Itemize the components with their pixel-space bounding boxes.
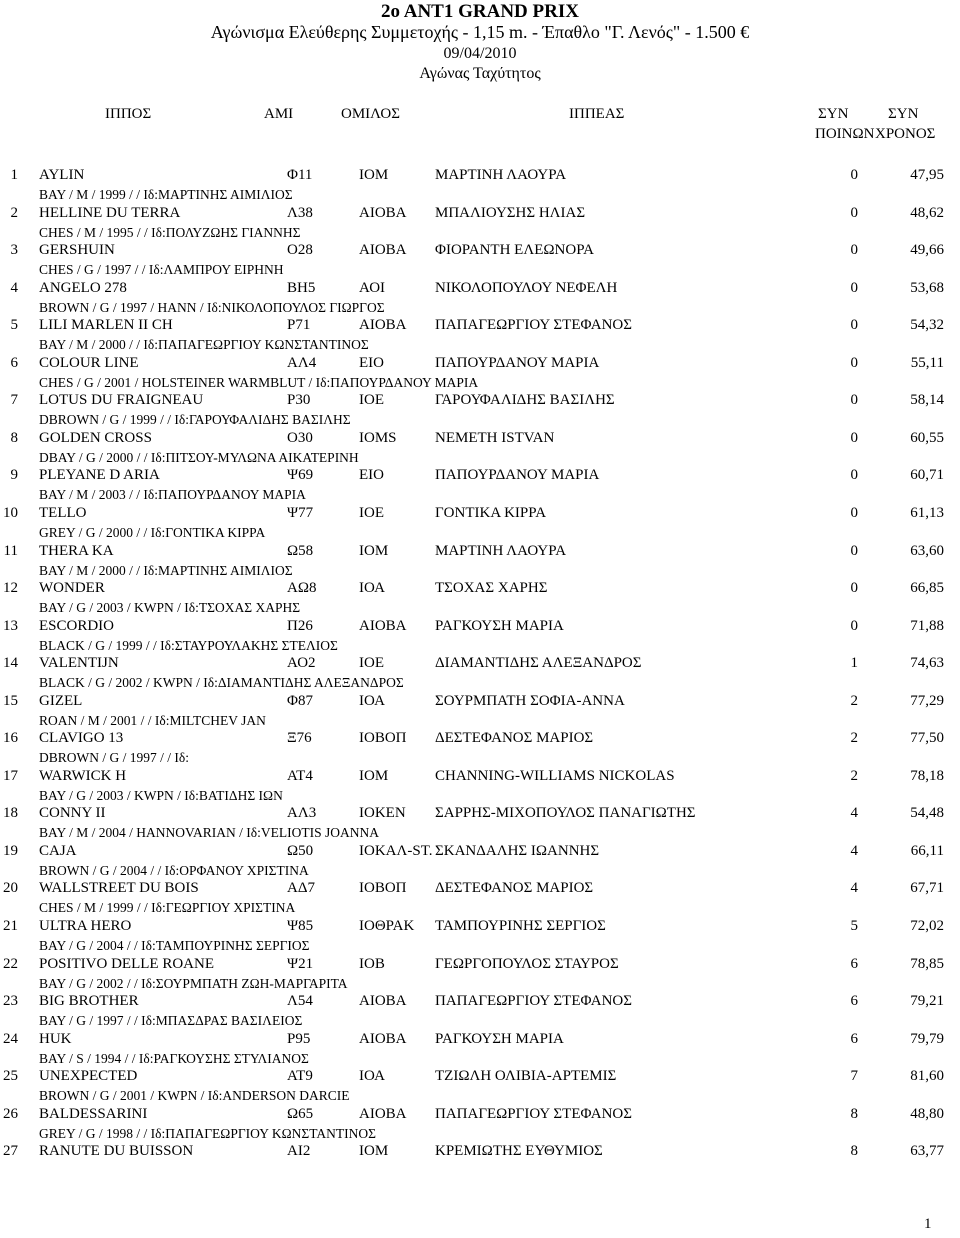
horse-ami: Ω58 [287,543,314,559]
result-rank: 26 [3,1106,18,1122]
result-rank: 2 [10,205,18,221]
event-type: Αγώνας Ταχύτητος [419,65,541,82]
horse-name: CAJA [39,843,77,859]
total-penalties: 7 [850,1068,858,1084]
total-time: 66,11 [910,843,944,859]
horse-name: HELLINE DU TERRA [39,205,181,221]
club-name: ΙΟΒΟΠ [359,730,407,746]
result-rank: 27 [3,1143,18,1159]
total-time: 79,21 [910,993,944,1009]
rider-name: ΠΑΠΑΓΕΩΡΓΙΟΥ ΣΤΕΦΑΝΟΣ [435,1106,632,1122]
horse-ami: Ο28 [287,242,313,258]
total-time: 79,79 [910,1031,944,1047]
horse-details: BAY / S / 1994 / / Ιδ:ΡΑΓΚΟΥΣΗΣ ΣΤΥΛΙΑΝΟΣ [39,1051,309,1066]
horse-ami: Λ38 [287,205,313,221]
horse-name: WONDER [39,580,105,596]
total-penalties: 6 [850,1031,858,1047]
horse-details: DBAY / G / 2000 / / Ιδ:ΠΙΤΣΟΥ-ΜΥΛΩΝΑ ΑΙΚΑΤΕΡΙΝΗ [39,450,359,465]
horse-ami: ΑΙ2 [287,1143,311,1159]
horse-ami: ΑΟ2 [287,655,316,671]
horse-name: VALENTIJN [39,655,119,671]
result-rank: 19 [3,843,18,859]
rider-name: ΝΕΜΕΤΗ ISTVAN [435,430,555,446]
club-name: ΙΟΘΡΑΚ [359,918,415,934]
horse-name: GERSHUIN [39,242,115,258]
club-name: ΙΟΕ [359,392,384,408]
horse-details: BROWN / G / 1997 / HANN / Ιδ:ΝΙΚΟΛΟΠΟΥΛΟΣ ΓΙΩΡΓΟΣ [39,300,385,315]
horse-details: BAY / M / 2000 / / Ιδ:ΠΑΠΑΓΕΩΡΓΙΟΥ ΚΩΝΣΤΑΝΤΙΝΟΣ [39,337,369,352]
total-penalties: 4 [850,880,858,896]
column-header-penalties-line1: ΣΥΝ [818,106,849,122]
rider-name: ΤΖΙΩΛΗ ΟΛΙΒΙΑ-ΑΡΤΕΜΙΣ [435,1068,617,1084]
result-rank: 12 [3,580,18,596]
total-penalties: 4 [850,805,858,821]
rider-name: ΦΙΟΡΑΝΤΗ ΕΛΕΩΝΟΡΑ [435,242,595,258]
club-name: ΙΟΑ [359,580,385,596]
total-penalties: 0 [850,242,858,258]
horse-details: BAY / M / 2003 / / Ιδ:ΠΑΠΟΥΡΔΑΝΟΥ ΜΑΡΙΑ [39,487,306,502]
page-title: 2ο ΑΝΤ1 GRAND PRIX [381,1,579,22]
horse-ami: Π26 [287,618,313,634]
horse-name: AYLIN [39,167,85,183]
total-penalties: 0 [850,467,858,483]
total-time: 48,80 [910,1106,944,1122]
column-header-time-line1: ΣΥΝ [888,106,919,122]
total-time: 71,88 [910,618,944,634]
event-subtitle: Αγώνισμα Ελεύθερης Συμμετοχής - 1,15 m. - Έπαθλο "Γ. Λενός" - 1.500 € [210,22,750,42]
club-name: ΕΙΟ [359,355,384,371]
club-name: ΙΟΜ [359,1143,389,1159]
horse-ami: Ψ69 [287,467,314,483]
result-rank: 9 [10,467,18,483]
club-name: ΙΟΜS [359,430,397,446]
column-header-ami: ΑΜΙ [264,106,294,122]
rider-name: ΔΕΣΤΕΦΑΝΟΣ ΜΑΡΙΟΣ [435,730,594,746]
horse-name: UNEXPECTED [39,1068,138,1084]
horse-name: CONNY II [39,805,106,821]
horse-name: LILI MARLEN II CH [39,317,173,333]
rider-name: ΠΑΠΟΥΡΔΑΝΟΥ ΜΑΡΙΑ [435,467,600,483]
horse-name: ANGELO 278 [39,280,127,296]
horse-details: BROWN / G / 2004 / / Ιδ:ΟΡΦΑΝΟΥ ΧΡΙΣΤΙΝΑ [39,863,309,878]
result-rank: 18 [3,805,18,821]
total-penalties: 2 [850,730,858,746]
total-penalties: 5 [850,918,858,934]
horse-name: THERA KA [39,543,114,559]
horse-name: BALDESSARINI [39,1106,148,1122]
horse-name: RANUTE DU BUISSON [39,1143,194,1159]
club-name: ΑΟΙ [359,280,386,296]
horse-ami: ΑΛ3 [287,805,317,821]
result-rank: 7 [10,392,18,408]
horse-name: ESCORDIO [39,618,115,634]
result-rank: 1 [10,167,18,183]
total-penalties: 0 [850,167,858,183]
horse-details: BAY / G / 2003 / KWPN / Ιδ:ΒΑΤΙΔΗΣ ΙΩΝ [39,788,283,803]
event-date: 09/04/2010 [443,45,517,62]
horse-name: CLAVIGO 13 [39,730,124,746]
column-header-horse: ΙΠΠΟΣ [105,106,152,122]
rider-name: ΜΑΡΤΙΝΗ ΛΑΟΥΡΑ [435,167,567,183]
result-rank: 22 [3,956,18,972]
rider-name: ΔΙΑΜΑΝΤΙΔΗΣ ΑΛΕΞΑΝΔΡΟΣ [435,655,642,671]
club-name: ΑΙΟΒΑ [359,205,407,221]
horse-ami: Ο30 [287,430,313,446]
result-rank: 20 [3,880,18,896]
horse-name: WARWICK H [39,768,127,784]
horse-details: BAY / M / 1999 / / Ιδ:ΜΑΡΤΙΝΗΣ ΑΙΜΙΛΙΟΣ [39,187,293,202]
total-time: 60,71 [910,467,944,483]
horse-details: GREY / G / 2000 / / Ιδ:ΓΟΝΤΙΚΑ ΚΙΡΡΑ [39,525,266,540]
total-penalties: 0 [850,618,858,634]
club-name: ΑΙΟΒΑ [359,618,407,634]
rider-name: ΤΑΜΠΟΥΡΙΝΗΣ ΣΕΡΓΙΟΣ [435,918,606,934]
horse-details: ROAN / M / 2001 / / Ιδ:MILTCHEV JAN [39,713,266,728]
total-time: 47,95 [910,167,944,183]
horse-details: BAY / M / 2000 / / Ιδ:ΜΑΡΤΙΝΗΣ ΑΙΜΙΛΙΟΣ [39,563,293,578]
rider-name: ΝΙΚΟΛΟΠΟΥΛΟΥ ΝΕΦΕΛΗ [435,280,618,296]
result-rank: 3 [10,242,18,258]
rider-name: ΡΑΓΚΟΥΣΗ ΜΑΡΙΑ [435,618,564,634]
horse-ami: ΒΗ5 [287,280,316,296]
horse-ami: Ω65 [287,1106,314,1122]
total-time: 55,11 [910,355,944,371]
result-rank: 13 [3,618,18,634]
result-rank: 4 [10,280,18,296]
horse-details: CHES / M / 1995 / / Ιδ:ΠΟΛΥΖΩΗΣ ΓΙΑΝΝΗΣ [39,225,301,240]
total-time: 77,29 [910,693,944,709]
horse-details: BAY / G / 2003 / KWPN / Ιδ:ΤΣΟΧΑΣ ΧΑΡΗΣ [39,600,301,615]
result-rank: 23 [3,993,18,1009]
total-time: 49,66 [910,242,944,258]
club-name: ΙΟΑ [359,693,385,709]
total-penalties: 0 [850,505,858,521]
club-name: ΙΟΜ [359,167,389,183]
total-time: 78,85 [910,956,944,972]
total-time: 58,14 [910,392,944,408]
total-penalties: 1 [850,655,858,671]
horse-name: POSITIVO DELLE ROANE [39,956,214,972]
column-header-rider: ΙΠΠΕΑΣ [569,106,625,122]
column-header-club: ΟΜΙΛΟΣ [341,106,400,122]
horse-details: DBROWN / G / 1997 / / Ιδ: [39,750,189,765]
total-penalties: 2 [850,693,858,709]
horse-name: ULTRA HERO [39,918,132,934]
total-time: 72,02 [910,918,944,934]
rider-name: ΣΟΥΡΜΠΑΤΗ ΣΟΦΙΑ-ΑΝΝΑ [435,693,625,709]
total-penalties: 8 [850,1106,858,1122]
club-name: ΙΟΒ [359,956,385,972]
horse-details: BLACK / G / 1999 / / Ιδ:ΣΤΑΥΡΟΥΛΑΚΗΣ ΣΤΕΛΙΟΣ [39,638,338,653]
horse-name: TELLO [39,505,87,521]
horse-name: PLEYANE D ARIA [39,467,160,483]
horse-ami: ΑΔ7 [287,880,315,896]
result-rank: 17 [3,768,18,784]
rider-name: ΡΑΓΚΟΥΣΗ ΜΑΡΙΑ [435,1031,564,1047]
horse-details: BAY / G / 2004 / / Ιδ:ΤΑΜΠΟΥΡΙΝΗΣ ΣΕΡΓΙΟΣ [39,938,310,953]
rider-name: ΓΑΡΟΥΦΑΛΙΔΗΣ ΒΑΣΙΛΗΣ [435,392,615,408]
horse-name: GOLDEN CROSS [39,430,152,446]
horse-ami: ΑΛ4 [287,355,317,371]
horse-details: DBROWN / G / 1999 / / Ιδ:ΓΑΡΟΥΦΑΛΙΔΗΣ ΒΑΣΙΛΗΣ [39,412,351,427]
column-header-penalties-line2: ΠΟΙΝΩΝ [815,126,875,142]
horse-details: BAY / M / 2004 / HANNOVARIAN / Ιδ:VELIOTIS JOANNA [39,825,379,840]
rider-name: ΠΑΠΟΥΡΔΑΝΟΥ ΜΑΡΙΑ [435,355,600,371]
rider-name: ΜΠΑΛΙΟΥΣΗΣ ΗΛΙΑΣ [435,205,586,221]
total-time: 63,60 [910,543,944,559]
rider-name: ΣΚΑΝΔΑΛΗΣ ΙΩΑΝΝΗΣ [435,843,600,859]
total-penalties: 6 [850,993,858,1009]
result-rank: 11 [3,543,18,559]
total-time: 54,48 [910,805,944,821]
total-time: 77,50 [910,730,944,746]
horse-details: CHES / G / 1997 / / Ιδ:ΛΑΜΠΡΟΥ ΕΙΡΗΝΗ [39,262,284,277]
result-rank: 8 [10,430,18,446]
horse-name: COLOUR LINE [39,355,139,371]
result-rank: 15 [3,693,18,709]
horse-name: BIG BROTHER [39,993,139,1009]
rider-name: ΣΑΡΡΗΣ-ΜΙΧΟΠΟΥΛΟΣ ΠΑΝΑΓΙΩΤΗΣ [435,805,696,821]
total-time: 78,18 [910,768,944,784]
horse-details: CHES / G / 2001 / HOLSTEINER WARMBLUT / Ιδ:ΠΑΠΟΥΡΔΑΝΟΥ ΜΑΡΙΑ [39,375,479,390]
horse-details: BROWN / G / 2001 / KWPN / Ιδ:ANDERSON DARCIE [39,1088,350,1103]
horse-details: CHES / M / 1999 / / Ιδ:ΓΕΩΡΓΙΟΥ ΧΡΙΣΤΙΝΑ [39,900,296,915]
total-penalties: 0 [850,317,858,333]
club-name: ΙΟΕ [359,505,384,521]
result-rank: 5 [10,317,18,333]
horse-name: GIZEL [39,693,83,709]
rider-name: ΓΟΝΤΙΚΑ ΚΙΡΡΑ [435,505,547,521]
club-name: ΙΟΒΟΠ [359,880,407,896]
total-time: 60,55 [910,430,944,446]
club-name: ΙΟΜ [359,768,389,784]
total-penalties: 0 [850,355,858,371]
rider-name: ΔΕΣΤΕΦΑΝΟΣ ΜΑΡΙΟΣ [435,880,594,896]
column-header-time-line2: ΧΡΟΝΟΣ [875,126,936,142]
total-time: 74,63 [910,655,944,671]
horse-ami: Λ54 [287,993,313,1009]
club-name: ΙΟΚΕΝ [359,805,406,821]
total-penalties: 0 [850,543,858,559]
total-time: 48,62 [910,205,944,221]
horse-ami: Ω50 [287,843,314,859]
result-rank: 10 [3,505,18,521]
total-time: 66,85 [910,580,944,596]
horse-ami: Ψ85 [287,918,314,934]
total-penalties: 4 [850,843,858,859]
horse-ami: Ρ71 [287,317,311,333]
total-time: 61,13 [910,505,944,521]
horse-name: HUK [39,1031,72,1047]
horse-name: WALLSTREET DU BOIS [39,880,199,896]
total-time: 53,68 [910,280,944,296]
club-name: ΑΙΟΒΑ [359,993,407,1009]
total-time: 54,32 [910,317,944,333]
result-rank: 16 [3,730,18,746]
total-penalties: 2 [850,768,858,784]
club-name: ΙΟΚΑΛ-ST. [359,843,433,859]
result-rank: 6 [10,355,18,371]
club-name: ΙΟΕ [359,655,384,671]
horse-ami: Ρ95 [287,1031,311,1047]
horse-ami: Φ87 [287,693,313,709]
club-name: ΙΟΑ [359,1068,385,1084]
result-rank: 14 [3,655,18,671]
club-name: ΕΙΟ [359,467,384,483]
horse-details: BAY / G / 2002 / / Ιδ:ΣΟΥΡΜΠΑΤΗ ΖΩΗ-ΜΑΡΓΑΡΙΤΑ [39,976,348,991]
club-name: ΑΙΟΒΑ [359,317,407,333]
rider-name: CHANNING-WILLIAMS NICKOLAS [435,768,675,784]
horse-name: LOTUS DU FRAIGNEAU [39,392,204,408]
horse-details: BAY / G / 1997 / / Ιδ:ΜΠΑΣΔΡΑΣ ΒΑΣΙΛΕΙΟΣ [39,1013,303,1028]
total-time: 81,60 [910,1068,944,1084]
club-name: ΑΙΟΒΑ [359,1031,407,1047]
rider-name: ΠΑΠΑΓΕΩΡΓΙΟΥ ΣΤΕΦΑΝΟΣ [435,993,632,1009]
total-penalties: 0 [850,430,858,446]
rider-name: ΜΑΡΤΙΝΗ ΛΑΟΥΡΑ [435,543,567,559]
rider-name: ΓΕΩΡΓΟΠΟΥΛΟΣ ΣΤΑΥΡΟΣ [435,956,619,972]
club-name: ΙΟΜ [359,543,389,559]
horse-details: BLACK / G / 2002 / KWPN / Ιδ:ΔΙΑΜΑΝΤΙΔΗΣ ΑΛΕΞΑΝΔΡΟΣ [39,675,404,690]
club-name: ΑΙΟΒΑ [359,242,407,258]
horse-ami: Ψ77 [287,505,314,521]
total-penalties: 0 [850,280,858,296]
total-penalties: 6 [850,956,858,972]
total-time: 63,77 [910,1143,944,1159]
total-time: 67,71 [910,880,944,896]
horse-ami: ΑΩ8 [287,580,317,596]
horse-ami: ΑΤ4 [287,768,313,784]
horse-ami: Φ11 [287,167,313,183]
club-name: ΑΙΟΒΑ [359,1106,407,1122]
result-rank: 24 [3,1031,18,1047]
total-penalties: 0 [850,392,858,408]
page-number: 1 [924,1216,932,1232]
result-rank: 21 [3,918,18,934]
rider-name: ΠΑΠΑΓΕΩΡΓΙΟΥ ΣΤΕΦΑΝΟΣ [435,317,632,333]
total-penalties: 0 [850,580,858,596]
horse-ami: Ψ21 [287,956,314,972]
result-rank: 25 [3,1068,18,1084]
horse-details: GREY / G / 1998 / / Ιδ:ΠΑΠΑΓΕΩΡΓΙΟΥ ΚΩΝΣΤΑΝΤΙΝΟΣ [39,1126,376,1141]
total-penalties: 0 [850,205,858,221]
rider-name: ΚΡΕΜΙΩΤΗΣ ΕΥΘΥΜΙΟΣ [435,1143,603,1159]
total-penalties: 8 [850,1143,858,1159]
horse-ami: ΑΤ9 [287,1068,313,1084]
rider-name: ΤΣΟΧΑΣ ΧΑΡΗΣ [435,580,548,596]
horse-ami: Ρ30 [287,392,311,408]
horse-ami: Ξ76 [287,730,312,746]
